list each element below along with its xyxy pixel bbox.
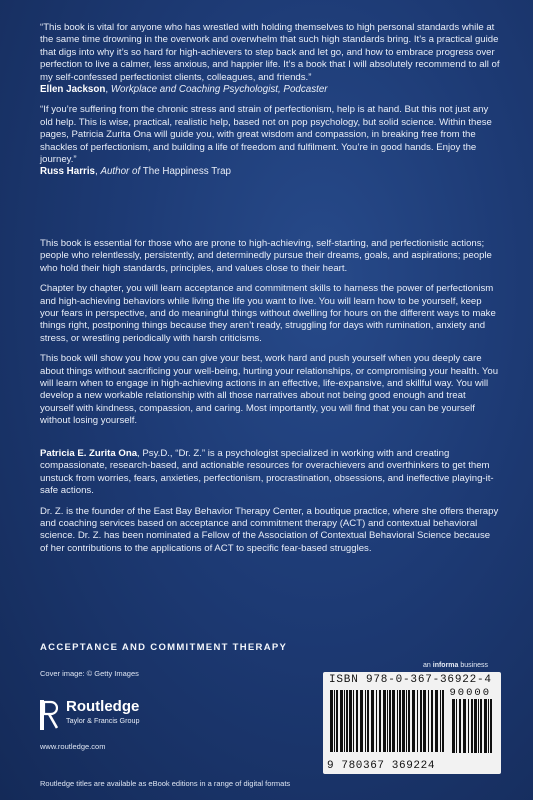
barcode-bar [397,690,398,752]
endorser-role: Author of [100,166,141,178]
price-code: 90000 [449,687,491,699]
barcode-bar [478,699,479,753]
barcode-bar [383,690,386,752]
endorser-book: The Happiness Trap [142,166,231,178]
endorsements [40,22,500,187]
barcode-bar [488,699,489,753]
cover-credit: Cover image: © Getty Images [40,669,139,678]
barcode-bar [459,699,461,753]
barcode-bar [468,699,469,753]
endorsement-attribution: Russ Harris, Author of The Happiness Trap [40,166,231,178]
endorsement-2 [40,104,500,178]
endorsement-1 [40,22,500,96]
author-bio-paragraph: Dr. Z. is the founder of the East Bay Behavior Therapy Center, a boutique practice, where she offers therapy and coaching services based on acceptance and commitment therapy (ACT) and contextual behavioral science. Dr. Z. has been nominated a Fellow of the Association of Contextual Behavioral Science because of her contributions to the applications of ACT to specific fear-based struggles. [40,505,499,554]
routledge-logo-icon [40,700,58,730]
endorser-role: Workplace and Coaching Psychologist, Podcaster [110,84,328,96]
publisher-wordmark [66,698,140,725]
barcode-bar [330,690,333,752]
informa-suffix: business [460,662,489,669]
barcode-bar [442,690,444,752]
barcode-bar [360,690,363,752]
informa-prefix: an [423,662,431,669]
barcode-bar [353,690,354,752]
barcode-bar [356,690,358,752]
barcode-bar [387,690,388,752]
ebook-note: Routledge titles are available as eBook editions in a range of digital formats [40,779,291,788]
barcode-bar [392,690,395,752]
informa-word: informa [432,662,459,669]
barcode-bar [440,690,441,752]
endorser-name: Ellen Jackson [40,84,106,96]
barcode-bar [463,699,466,753]
author-name: Patricia E. Zurita Ona [40,448,138,459]
endorsement-quote: “This book is vital for anyone who has wrestled with holding themselves to high personal standards while at the same time drowning in the overwork and overwhelm that such high standards bring. It’s a practical guide that digs into why it’s so hard for high-achievers to step back and let go, and how to embrace progress over perfection to live a calmer, less anxious, and happier life. It’s a book that I will absolutely recommend to all of my self-confessed perfectionist clients, colleagues, and friends.” [40,22,500,83]
endorser-name: Russ Harris [40,166,95,178]
barcode-bar [336,690,338,752]
barcode-bar [428,690,429,752]
book-description [40,238,500,436]
barcode-bar [399,690,401,752]
publisher-group: Taylor & Francis Group [66,716,140,725]
isbn-text: ISBN 978-0-367-36922-4 [329,674,492,686]
endorsement-quote: “If you’re suffering from the chronic stress and strain of perfectionism, help is at hand. But this not just any old help. This is wise, practical, realistic help, based not on pop psychology, but solid science. Within these pages, Patricia Zurita Ona will guide you, with great wisdom and compassion, in breaking free from the shackles of perfectionism, and building a life of freedom and fulfilment. You’re in good hands. Enjoy the journey.” [40,104,492,166]
barcode-bar [435,690,438,752]
barcode-bar [346,690,348,752]
author-bio [40,448,500,563]
isbn-digits: 9 780367 369224 [327,760,436,772]
barcode-bar [367,690,369,752]
barcode-bar [480,699,482,753]
barcode-bar [420,690,422,752]
series-title: ACCEPTANCE AND COMMITMENT THERAPY [40,642,288,653]
barcode-bar [484,699,487,753]
barcode-bar [417,690,418,752]
barcode-bar [402,690,405,752]
barcode-bar [471,699,473,753]
barcode-bar [379,690,381,752]
barcode-main-bars [329,690,447,752]
barcode-bar [431,690,433,752]
barcode-bar [490,699,492,753]
barcode-bar [389,690,391,752]
barcode-bar [376,690,377,752]
barcode-bar [406,690,407,752]
author-bio-text: , Psy.D., “Dr. Z.” is a psychologist specialized in working with and creating compassionate, research-based, and actionable resources for overachievers and overthinkers to get them unstuck from worries, fears, anxieties, perfectionism, procrastination, obsessions, and ineffective playing-it-safe actions. [40,448,494,497]
publisher-logo [40,696,200,740]
author-bio-paragraph [40,448,500,498]
barcode-bar [423,690,426,752]
barcode-bar [334,690,335,752]
barcode-bar [344,690,345,752]
isbn-barcode [323,672,501,774]
barcode-bar [371,690,374,752]
barcode-bar [340,690,343,752]
barcode-bar [456,699,457,753]
description-paragraph: This book is essential for those who are prone to high-achieving, self-starting, and perfectionistic actions; people who relentlessly, persistently, and determinedly pursue their dreams, goals, and aspirations; people who hold their high standards, principles, and values close to their heart. [40,238,492,274]
barcode-bar [408,690,410,752]
publisher-website[interactable]: www.routledge.com [40,742,106,751]
barcode-bar [365,690,366,752]
description-paragraph: Chapter by chapter, you will learn acceptance and commitment skills to harness the power of perfectionism and high-achieving behaviors while living the life you want to live. You will learn how to be yourself, keep your fears in perspective, and do meaningful things without dwelling for hours on the different ways to make things right, postponing things because they aren’t ready, struggling for days with rumination, anxiety and stress, or wrestling periodically with harsh criticisms. [40,283,496,344]
publisher-name: Routledge [66,698,140,715]
barcode-bar [349,690,352,752]
barcode-bar [412,690,415,752]
endorsement-attribution: Ellen Jackson, Workplace and Coaching Psychologist, Podcaster [40,84,328,96]
barcode-bar [452,699,455,753]
informa-business-label [423,662,488,669]
description-paragraph: This book will show you how you can give your best, work hard and push yourself when you deeply care about things without sacrificing your well-being, hurting your relationships, or compromising your health. You will learn when to engage in high-achieving actions in an effective, life-expansive, and skillful way. You will develop a new workable relationship with all those narratives about not being good enough and treat yourself with kindness, compassion, and caring. Most importantly, you will find that you can be yourself without losing yourself. [40,353,499,427]
barcode-addon-bars [451,699,495,753]
barcode-bar [474,699,477,753]
